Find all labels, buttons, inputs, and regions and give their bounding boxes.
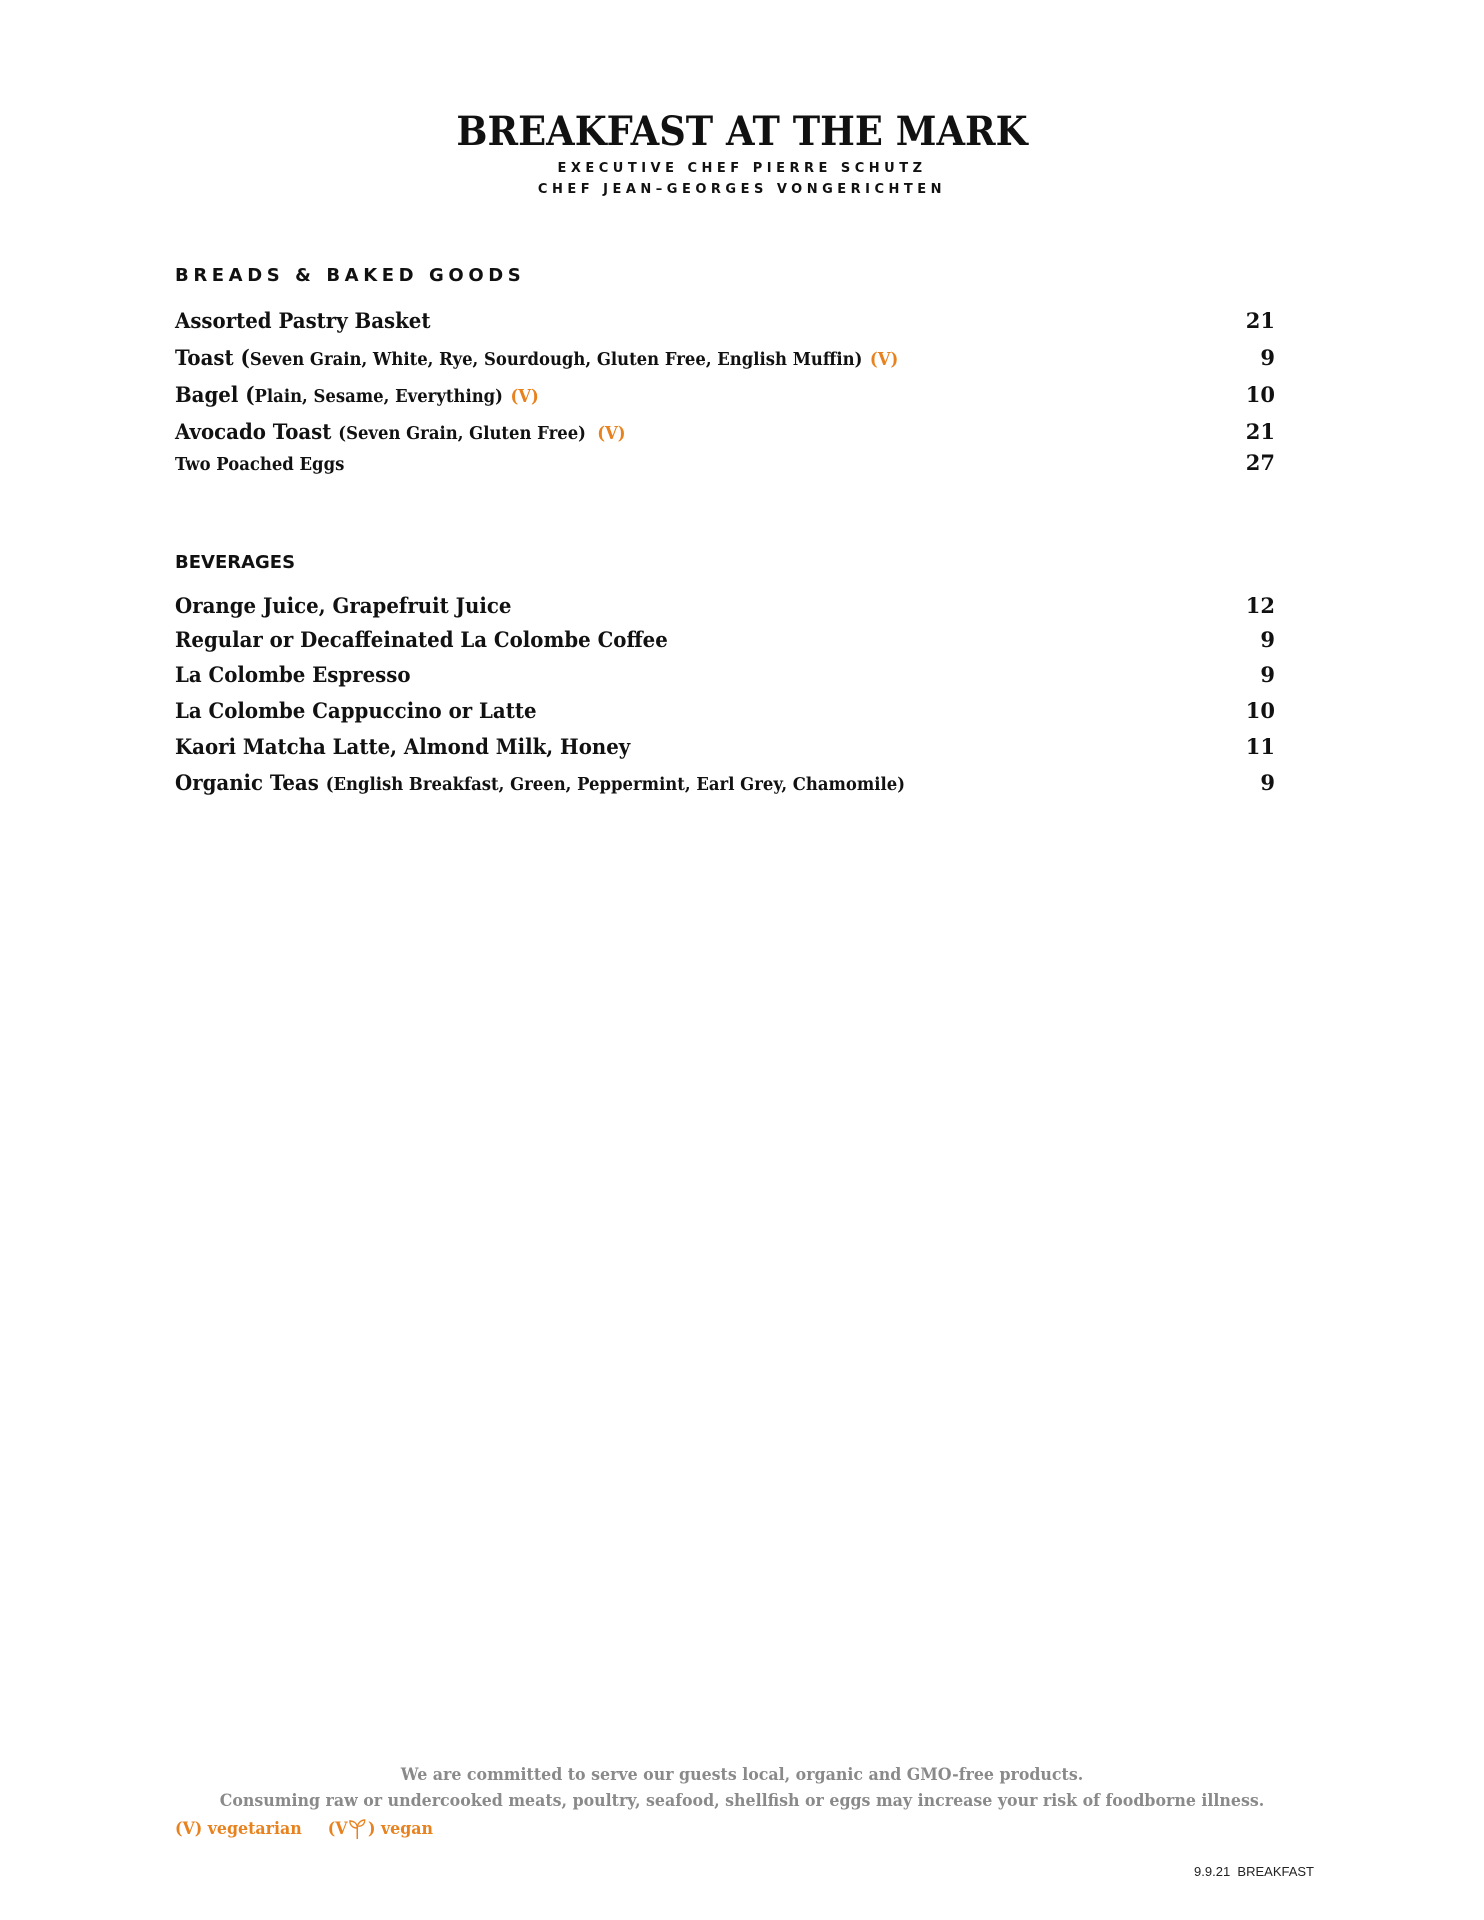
legend-vegan-prefix: (V <box>327 1819 348 1839</box>
legend-vegan-suffix: ) vegan <box>367 1819 433 1839</box>
item-name: La Colombe Espresso <box>175 662 411 687</box>
item-name: Regular or Decaffeinated La Colombe Coffee <box>175 627 668 652</box>
leaf-sprout-icon <box>348 1818 367 1840</box>
menu-item-row <box>175 450 1275 482</box>
menu-item-row <box>175 593 1275 625</box>
stamp-text: 9.9.21 BREAKFAST <box>1194 1864 1314 1879</box>
section-heading-breads: BREADS & BAKED GOODS <box>175 265 526 286</box>
item-price: 9 <box>1260 662 1275 687</box>
item-name: Organic Teas <box>175 770 326 795</box>
legend-vegan <box>328 1818 433 1840</box>
legend-vegetarian: (V) vegetarian <box>175 1819 302 1839</box>
section-heading-beverages: BEVERAGES <box>175 552 296 573</box>
executive-chef-line: EXECUTIVE CHEF PIERRE SCHUTZ <box>557 161 927 176</box>
item-price: 27 <box>1245 450 1275 475</box>
menu-item-row <box>175 627 1275 659</box>
menu-item-row <box>175 662 1275 694</box>
menu-item-row <box>175 382 1275 414</box>
chef-line: CHEF JEAN–GEORGES VONGERICHTEN <box>537 182 947 197</box>
vegetarian-badge: (V) <box>597 424 626 444</box>
foodborne-illness-warning: Consuming raw or undercooked meats, poultry, seafood, shellfish or eggs may increase your risk of foodborne illness. <box>219 1791 1265 1811</box>
menu-item-row <box>175 419 1275 451</box>
vegetarian-badge: (V) <box>869 350 899 370</box>
item-price: 21 <box>1245 308 1275 333</box>
menu-date-stamp <box>1194 1864 1314 1879</box>
commitment-note: We are committed to serve our guests local, organic and GMO-free products. <box>400 1765 1084 1785</box>
item-detail: (English Breakfast, Green, Peppermint, Earl Grey, Chamomile) <box>325 775 906 795</box>
item-name: Kaori Matcha Latte, Almond Milk, Honey <box>175 734 631 759</box>
vegetarian-badge: (V) <box>510 387 539 407</box>
item-name: Orange Juice, Grapefruit Juice <box>175 593 512 618</box>
diet-legend <box>175 1818 433 1840</box>
menu-item-row <box>175 345 1275 377</box>
item-name: Two Poached Eggs <box>175 455 345 475</box>
item-detail: Seven Grain, White, Rye, Sourdough, Gluten Free, English Muffin) <box>249 350 863 370</box>
menu-item-row <box>175 308 1275 340</box>
item-name: Assorted Pastry Basket <box>175 308 431 333</box>
item-price: 21 <box>1245 419 1275 444</box>
menu-title: BREAKFAST AT THE MARK <box>456 108 1028 155</box>
menu-item-row <box>175 698 1275 730</box>
item-price: 9 <box>1260 345 1275 370</box>
item-price: 11 <box>1245 734 1275 759</box>
item-detail: Plain, Sesame, Everything) <box>254 387 503 407</box>
item-price: 10 <box>1245 698 1275 723</box>
item-price: 9 <box>1260 627 1275 652</box>
item-detail: (Seven Grain, Gluten Free) <box>338 424 586 444</box>
item-name: La Colombe Cappuccino or Latte <box>175 698 537 723</box>
item-price: 10 <box>1245 382 1275 407</box>
menu-item-row <box>175 770 1275 802</box>
menu-item-row <box>175 734 1275 766</box>
item-name: Bagel ( <box>175 382 255 407</box>
item-name: Avocado Toast <box>175 419 339 444</box>
item-name: Toast ( <box>175 345 250 370</box>
item-price: 9 <box>1260 770 1275 795</box>
item-price: 12 <box>1245 593 1275 618</box>
